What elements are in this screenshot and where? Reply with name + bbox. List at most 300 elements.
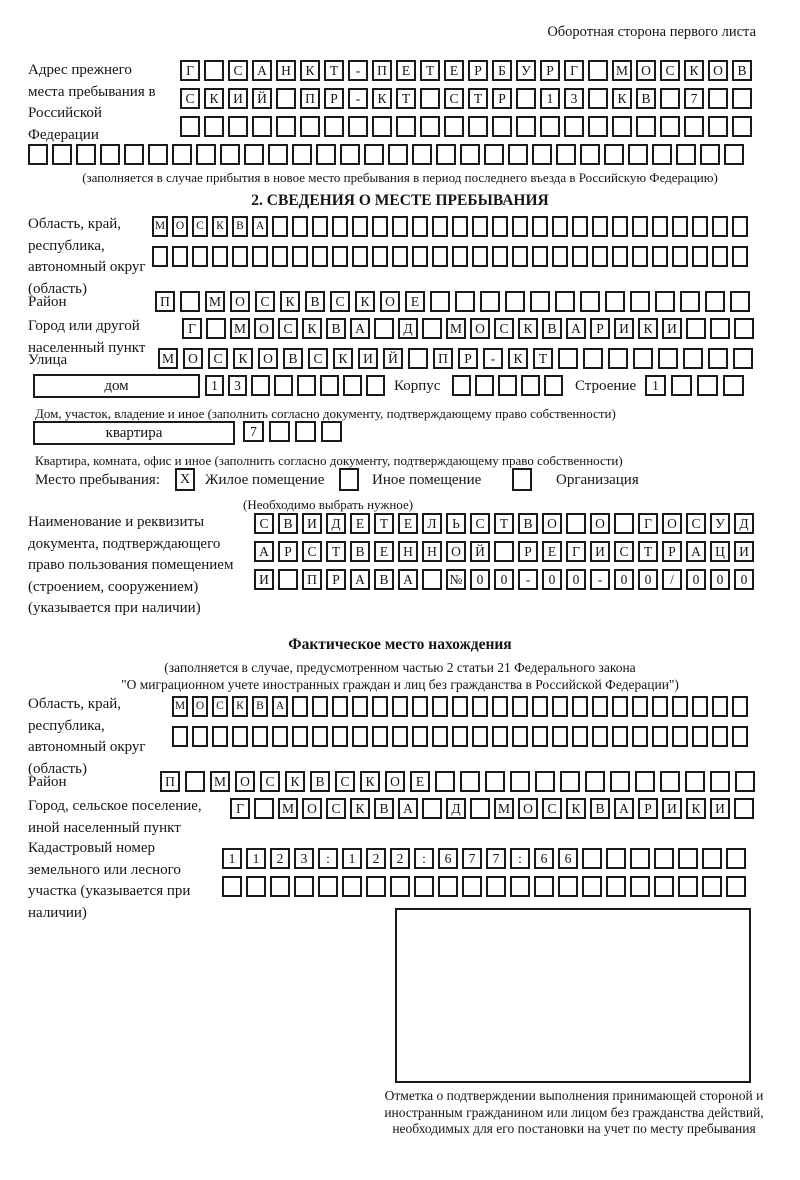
char-cell[interactable]: Г: [180, 60, 200, 81]
char-cell[interactable]: [494, 541, 514, 562]
char-cell[interactable]: [320, 375, 339, 396]
char-cell[interactable]: Т: [420, 60, 440, 81]
char-cell[interactable]: К: [302, 318, 322, 339]
char-cell[interactable]: [556, 144, 576, 165]
char-cell[interactable]: Т: [396, 88, 416, 109]
char-cell[interactable]: [512, 216, 528, 237]
char-cell[interactable]: [472, 216, 488, 237]
char-cell[interactable]: [332, 246, 348, 267]
char-cell[interactable]: [583, 348, 603, 369]
stay-type-checkbox-residential[interactable]: X: [175, 468, 195, 491]
char-cell[interactable]: [485, 771, 505, 792]
char-cell[interactable]: [558, 876, 578, 897]
char-cell[interactable]: К: [285, 771, 305, 792]
char-cell[interactable]: О: [235, 771, 255, 792]
char-cell[interactable]: [390, 876, 410, 897]
char-cell[interactable]: С: [660, 60, 680, 81]
char-cell[interactable]: [408, 348, 428, 369]
char-cell[interactable]: В: [590, 798, 610, 819]
char-cell[interactable]: [196, 144, 216, 165]
char-cell[interactable]: И: [734, 541, 754, 562]
char-cell[interactable]: К: [355, 291, 375, 312]
char-cell[interactable]: [732, 116, 752, 137]
char-cell[interactable]: Т: [468, 88, 488, 109]
char-cell[interactable]: [366, 375, 385, 396]
char-cell[interactable]: Й: [470, 541, 490, 562]
char-cell[interactable]: О: [708, 60, 728, 81]
char-cell[interactable]: [652, 246, 668, 267]
char-cell[interactable]: [630, 876, 650, 897]
char-cell[interactable]: [612, 696, 628, 717]
char-cell[interactable]: Р: [458, 348, 478, 369]
char-cell[interactable]: [678, 876, 698, 897]
char-cell[interactable]: [530, 291, 550, 312]
char-cell[interactable]: К: [232, 696, 248, 717]
char-cell[interactable]: Д: [326, 513, 346, 534]
char-cell[interactable]: [204, 60, 224, 81]
char-cell[interactable]: [708, 116, 728, 137]
char-cell[interactable]: М: [152, 216, 168, 237]
char-cell[interactable]: 6: [534, 848, 554, 869]
char-cell[interactable]: Ь: [446, 513, 466, 534]
char-cell[interactable]: [252, 726, 268, 747]
char-cell[interactable]: К: [372, 88, 392, 109]
char-cell[interactable]: [705, 291, 725, 312]
char-cell[interactable]: С: [326, 798, 346, 819]
char-cell[interactable]: С: [260, 771, 280, 792]
char-cell[interactable]: С: [308, 348, 328, 369]
char-cell[interactable]: :: [318, 848, 338, 869]
stay-type-checkbox-other[interactable]: [339, 468, 359, 491]
char-cell[interactable]: [630, 291, 650, 312]
char-cell[interactable]: [614, 513, 634, 534]
char-cell[interactable]: С: [278, 318, 298, 339]
char-cell[interactable]: [732, 726, 748, 747]
char-cell[interactable]: [460, 771, 480, 792]
char-cell[interactable]: К: [566, 798, 586, 819]
char-cell[interactable]: М: [210, 771, 230, 792]
char-cell[interactable]: [124, 144, 144, 165]
char-cell[interactable]: 0: [566, 569, 586, 590]
char-cell[interactable]: Н: [398, 541, 418, 562]
char-cell[interactable]: [692, 216, 708, 237]
char-cell[interactable]: [632, 696, 648, 717]
char-cell[interactable]: С: [255, 291, 275, 312]
char-cell[interactable]: [212, 246, 228, 267]
char-cell[interactable]: 0: [686, 569, 706, 590]
char-cell[interactable]: [732, 88, 752, 109]
char-cell[interactable]: [252, 246, 268, 267]
char-cell[interactable]: [222, 876, 242, 897]
char-cell[interactable]: [352, 726, 368, 747]
char-cell[interactable]: [492, 216, 508, 237]
char-cell[interactable]: [300, 116, 320, 137]
char-cell[interactable]: [480, 291, 500, 312]
char-cell[interactable]: [516, 116, 536, 137]
char-cell[interactable]: [392, 726, 408, 747]
char-cell[interactable]: [420, 116, 440, 137]
char-cell[interactable]: С: [444, 88, 464, 109]
char-cell[interactable]: [269, 421, 290, 442]
char-cell[interactable]: [712, 696, 728, 717]
char-cell[interactable]: 3: [564, 88, 584, 109]
char-cell[interactable]: Т: [374, 513, 394, 534]
char-cell[interactable]: [564, 116, 584, 137]
char-cell[interactable]: [540, 116, 560, 137]
char-cell[interactable]: В: [374, 798, 394, 819]
char-cell[interactable]: 0: [614, 569, 634, 590]
char-cell[interactable]: И: [662, 798, 682, 819]
char-cell[interactable]: О: [258, 348, 278, 369]
char-cell[interactable]: [52, 144, 72, 165]
char-cell[interactable]: [412, 726, 428, 747]
char-cell[interactable]: [606, 848, 626, 869]
char-cell[interactable]: В: [278, 513, 298, 534]
char-cell[interactable]: [312, 696, 328, 717]
char-cell[interactable]: [292, 696, 308, 717]
char-cell[interactable]: К: [360, 771, 380, 792]
char-cell[interactable]: М: [612, 60, 632, 81]
char-cell[interactable]: [180, 116, 200, 137]
char-cell[interactable]: [712, 726, 728, 747]
char-cell[interactable]: [532, 696, 548, 717]
char-cell[interactable]: [475, 375, 494, 396]
char-cell[interactable]: И: [710, 798, 730, 819]
char-cell[interactable]: Л: [422, 513, 442, 534]
char-cell[interactable]: [435, 771, 455, 792]
char-cell[interactable]: [228, 116, 248, 137]
char-cell[interactable]: П: [372, 60, 392, 81]
char-cell[interactable]: Т: [494, 513, 514, 534]
char-cell[interactable]: [684, 116, 704, 137]
char-cell[interactable]: О: [183, 348, 203, 369]
char-cell[interactable]: [512, 726, 528, 747]
char-cell[interactable]: С: [470, 513, 490, 534]
char-cell[interactable]: К: [280, 291, 300, 312]
char-cell[interactable]: [585, 771, 605, 792]
char-cell[interactable]: 2: [390, 848, 410, 869]
char-cell[interactable]: [251, 375, 270, 396]
char-cell[interactable]: [712, 246, 728, 267]
char-cell[interactable]: В: [326, 318, 346, 339]
char-cell[interactable]: [612, 216, 628, 237]
char-cell[interactable]: [372, 216, 388, 237]
char-cell[interactable]: [436, 144, 456, 165]
char-cell[interactable]: Г: [564, 60, 584, 81]
char-cell[interactable]: [498, 375, 517, 396]
char-cell[interactable]: [486, 876, 506, 897]
char-cell[interactable]: В: [542, 318, 562, 339]
char-cell[interactable]: [732, 216, 748, 237]
char-cell[interactable]: Й: [383, 348, 403, 369]
char-cell[interactable]: 1: [645, 375, 666, 396]
char-cell[interactable]: 1: [342, 848, 362, 869]
char-cell[interactable]: С: [335, 771, 355, 792]
char-cell[interactable]: [672, 246, 688, 267]
char-cell[interactable]: [700, 144, 720, 165]
char-cell[interactable]: М: [446, 318, 466, 339]
char-cell[interactable]: [452, 726, 468, 747]
char-cell[interactable]: [628, 144, 648, 165]
char-cell[interactable]: С: [228, 60, 248, 81]
char-cell[interactable]: [324, 116, 344, 137]
char-cell[interactable]: [206, 318, 226, 339]
char-cell[interactable]: [692, 246, 708, 267]
char-cell[interactable]: М: [494, 798, 514, 819]
char-cell[interactable]: [605, 291, 625, 312]
char-cell[interactable]: [232, 726, 248, 747]
char-cell[interactable]: [366, 876, 386, 897]
char-cell[interactable]: 1: [246, 848, 266, 869]
char-cell[interactable]: [452, 375, 471, 396]
char-cell[interactable]: [552, 696, 568, 717]
char-cell[interactable]: [676, 144, 696, 165]
char-cell[interactable]: [702, 876, 722, 897]
char-cell[interactable]: [295, 421, 316, 442]
char-cell[interactable]: [192, 726, 208, 747]
char-cell[interactable]: [272, 726, 288, 747]
char-cell[interactable]: [604, 144, 624, 165]
char-cell[interactable]: [204, 116, 224, 137]
char-cell[interactable]: -: [348, 88, 368, 109]
char-cell[interactable]: [660, 771, 680, 792]
char-cell[interactable]: [492, 726, 508, 747]
char-cell[interactable]: [735, 771, 755, 792]
char-cell[interactable]: [544, 375, 563, 396]
char-cell[interactable]: Р: [468, 60, 488, 81]
char-cell[interactable]: [606, 876, 626, 897]
char-cell[interactable]: [702, 848, 722, 869]
char-cell[interactable]: [580, 144, 600, 165]
char-cell[interactable]: [172, 246, 188, 267]
char-cell[interactable]: [432, 696, 448, 717]
char-cell[interactable]: А: [350, 318, 370, 339]
char-cell[interactable]: -: [483, 348, 503, 369]
char-cell[interactable]: А: [398, 569, 418, 590]
char-cell[interactable]: В: [310, 771, 330, 792]
char-cell[interactable]: [678, 848, 698, 869]
char-cell[interactable]: [152, 246, 168, 267]
char-cell[interactable]: С: [208, 348, 228, 369]
char-cell[interactable]: [652, 216, 668, 237]
char-cell[interactable]: [683, 348, 703, 369]
char-cell[interactable]: Е: [542, 541, 562, 562]
char-cell[interactable]: Г: [182, 318, 202, 339]
char-cell[interactable]: [172, 726, 188, 747]
char-cell[interactable]: [470, 798, 490, 819]
char-cell[interactable]: 2: [270, 848, 290, 869]
char-cell[interactable]: [364, 144, 384, 165]
char-cell[interactable]: И: [358, 348, 378, 369]
confirmation-stamp-box[interactable]: [395, 908, 751, 1083]
char-cell[interactable]: Т: [326, 541, 346, 562]
char-cell[interactable]: А: [686, 541, 706, 562]
char-cell[interactable]: [432, 216, 448, 237]
char-cell[interactable]: [734, 798, 754, 819]
char-cell[interactable]: 7: [462, 848, 482, 869]
char-cell[interactable]: 6: [438, 848, 458, 869]
char-cell[interactable]: [580, 291, 600, 312]
char-cell[interactable]: С: [180, 88, 200, 109]
char-cell[interactable]: С: [212, 696, 228, 717]
char-cell[interactable]: 0: [470, 569, 490, 590]
char-cell[interactable]: [692, 726, 708, 747]
char-cell[interactable]: [343, 375, 362, 396]
char-cell[interactable]: :: [510, 848, 530, 869]
char-cell[interactable]: [730, 291, 750, 312]
char-cell[interactable]: В: [374, 569, 394, 590]
char-cell[interactable]: П: [160, 771, 180, 792]
char-cell[interactable]: [516, 88, 536, 109]
char-cell[interactable]: О: [542, 513, 562, 534]
char-cell[interactable]: [272, 216, 288, 237]
char-cell[interactable]: [630, 848, 650, 869]
char-cell[interactable]: [292, 216, 308, 237]
char-cell[interactable]: О: [302, 798, 322, 819]
char-cell[interactable]: 0: [494, 569, 514, 590]
char-cell[interactable]: М: [205, 291, 225, 312]
char-cell[interactable]: [422, 798, 442, 819]
char-cell[interactable]: Д: [734, 513, 754, 534]
char-cell[interactable]: 7: [486, 848, 506, 869]
char-cell[interactable]: [312, 216, 328, 237]
char-cell[interactable]: [510, 771, 530, 792]
char-cell[interactable]: [635, 771, 655, 792]
char-cell[interactable]: [372, 246, 388, 267]
char-cell[interactable]: О: [518, 798, 538, 819]
char-cell[interactable]: Г: [638, 513, 658, 534]
char-cell[interactable]: О: [662, 513, 682, 534]
char-cell[interactable]: [655, 291, 675, 312]
char-cell[interactable]: К: [508, 348, 528, 369]
char-cell[interactable]: [672, 696, 688, 717]
char-cell[interactable]: В: [232, 216, 248, 237]
char-cell[interactable]: [582, 876, 602, 897]
char-cell[interactable]: [732, 246, 748, 267]
char-cell[interactable]: [430, 291, 450, 312]
char-cell[interactable]: [342, 876, 362, 897]
char-cell[interactable]: [316, 144, 336, 165]
char-cell[interactable]: А: [566, 318, 586, 339]
char-cell[interactable]: [588, 88, 608, 109]
char-cell[interactable]: [654, 876, 674, 897]
char-cell[interactable]: [76, 144, 96, 165]
char-cell[interactable]: [332, 696, 348, 717]
char-cell[interactable]: [697, 375, 718, 396]
char-cell[interactable]: Е: [350, 513, 370, 534]
char-cell[interactable]: [212, 726, 228, 747]
char-cell[interactable]: [100, 144, 120, 165]
char-cell[interactable]: [724, 144, 744, 165]
char-cell[interactable]: В: [283, 348, 303, 369]
char-cell[interactable]: К: [233, 348, 253, 369]
char-cell[interactable]: С: [330, 291, 350, 312]
char-cell[interactable]: [148, 144, 168, 165]
char-cell[interactable]: 0: [638, 569, 658, 590]
char-cell[interactable]: [658, 348, 678, 369]
char-cell[interactable]: 7: [243, 421, 264, 442]
char-cell[interactable]: [512, 246, 528, 267]
char-cell[interactable]: 0: [710, 569, 730, 590]
char-cell[interactable]: [312, 726, 328, 747]
char-cell[interactable]: [508, 144, 528, 165]
char-cell[interactable]: О: [254, 318, 274, 339]
char-cell[interactable]: К: [204, 88, 224, 109]
char-cell[interactable]: [396, 116, 416, 137]
char-cell[interactable]: [422, 569, 442, 590]
char-cell[interactable]: Е: [405, 291, 425, 312]
char-cell[interactable]: [452, 216, 468, 237]
char-cell[interactable]: [632, 246, 648, 267]
char-cell[interactable]: [510, 876, 530, 897]
char-cell[interactable]: М: [172, 696, 188, 717]
char-cell[interactable]: [392, 246, 408, 267]
char-cell[interactable]: [592, 726, 608, 747]
char-cell[interactable]: 3: [228, 375, 247, 396]
char-cell[interactable]: К: [212, 216, 228, 237]
char-cell[interactable]: [321, 421, 342, 442]
char-cell[interactable]: О: [590, 513, 610, 534]
char-cell[interactable]: Р: [638, 798, 658, 819]
char-cell[interactable]: [660, 116, 680, 137]
char-cell[interactable]: [232, 246, 248, 267]
char-cell[interactable]: [726, 876, 746, 897]
char-cell[interactable]: С: [614, 541, 634, 562]
char-cell[interactable]: Н: [276, 60, 296, 81]
char-cell[interactable]: Е: [398, 513, 418, 534]
char-cell[interactable]: [592, 246, 608, 267]
char-cell[interactable]: [505, 291, 525, 312]
char-cell[interactable]: Р: [590, 318, 610, 339]
char-cell[interactable]: [532, 216, 548, 237]
char-cell[interactable]: П: [155, 291, 175, 312]
char-cell[interactable]: [532, 144, 552, 165]
char-cell[interactable]: [297, 375, 316, 396]
char-cell[interactable]: С: [494, 318, 514, 339]
char-cell[interactable]: [414, 876, 434, 897]
char-cell[interactable]: О: [172, 216, 188, 237]
char-cell[interactable]: А: [254, 541, 274, 562]
char-cell[interactable]: [572, 246, 588, 267]
char-cell[interactable]: В: [732, 60, 752, 81]
char-cell[interactable]: [572, 726, 588, 747]
char-cell[interactable]: [460, 144, 480, 165]
char-cell[interactable]: [412, 696, 428, 717]
char-cell[interactable]: [633, 348, 653, 369]
char-cell[interactable]: М: [230, 318, 250, 339]
char-cell[interactable]: [348, 116, 368, 137]
char-cell[interactable]: [723, 375, 744, 396]
char-cell[interactable]: [332, 726, 348, 747]
char-cell[interactable]: [686, 318, 706, 339]
char-cell[interactable]: Д: [446, 798, 466, 819]
char-cell[interactable]: [444, 116, 464, 137]
char-cell[interactable]: [521, 375, 540, 396]
char-cell[interactable]: [372, 696, 388, 717]
char-cell[interactable]: М: [278, 798, 298, 819]
char-cell[interactable]: О: [380, 291, 400, 312]
char-cell[interactable]: Р: [492, 88, 512, 109]
char-cell[interactable]: [592, 696, 608, 717]
char-cell[interactable]: [192, 246, 208, 267]
char-cell[interactable]: С: [686, 513, 706, 534]
char-cell[interactable]: [244, 144, 264, 165]
char-cell[interactable]: И: [254, 569, 274, 590]
char-cell[interactable]: [512, 696, 528, 717]
char-cell[interactable]: О: [385, 771, 405, 792]
char-cell[interactable]: А: [252, 216, 268, 237]
char-cell[interactable]: [412, 216, 428, 237]
